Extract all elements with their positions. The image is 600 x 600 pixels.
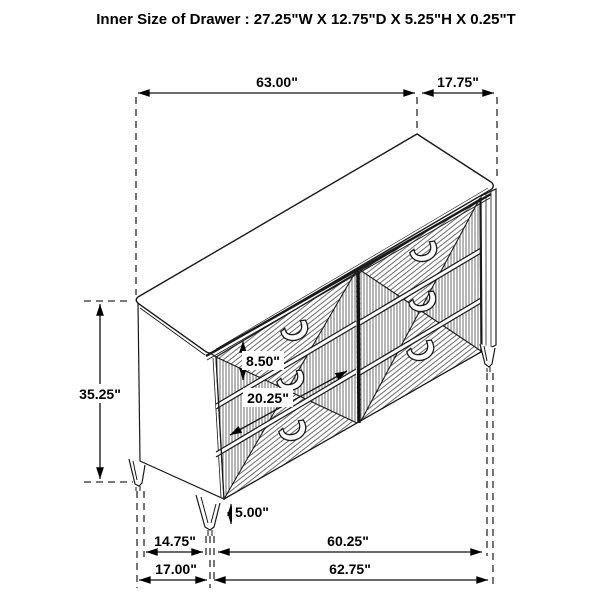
- right-side-panel: [481, 189, 496, 352]
- dim-leg-span-front: 60.25": [327, 533, 369, 549]
- dim-leg-inset-side: 14.75": [154, 533, 196, 549]
- dresser: [129, 134, 496, 536]
- dim-leg-height: 5.00": [235, 504, 269, 520]
- back-left-leg: [129, 459, 145, 486]
- diagram-title: Inner Size of Drawer : 27.25"W X 12.75"D X 5.25"H X 0.25"T: [96, 11, 516, 28]
- dim-base-width-front: 62.75": [329, 561, 371, 577]
- front-left-leg: [196, 495, 220, 530]
- center-divider: [358, 271, 359, 423]
- dim-drawer-width: 20.25": [247, 390, 289, 406]
- dim-drawer-front-height: 8.50": [246, 353, 280, 369]
- dim-top-width: 63.00": [256, 74, 298, 90]
- dim-top-depth: 17.75": [437, 74, 479, 90]
- dim-base-depth-side: 17.00": [155, 561, 197, 577]
- dim-overall-height: 35.25": [79, 386, 121, 402]
- front-right-leg: [480, 344, 495, 367]
